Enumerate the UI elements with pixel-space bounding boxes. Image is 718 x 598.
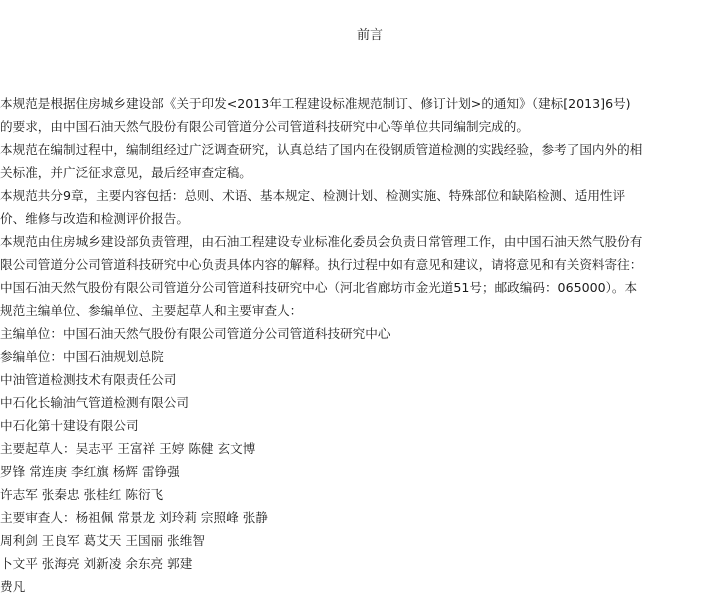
chief-editor-unit-line: 主编单位：中国石油天然气股份有限公司管道分公司管道科技研究中心 bbox=[0, 326, 391, 341]
body-line: 中国石油天然气股份有限公司管道分公司管道科技研究中心（河北省廊坊市金光道51号；邮政编码：065000）。本 bbox=[0, 280, 638, 295]
body-line: 规范主编单位、参编单位、主要起草人和主要审查人： bbox=[0, 303, 303, 318]
body-line: 限公司管道分公司管道科技研究中心负责具体内容的解释。执行过程中如有意见和建议，请将意见和有关资料寄往： bbox=[0, 257, 643, 272]
document-title: 前言 bbox=[356, 28, 383, 43]
body-line: 本规范是根据住房城乡建设部《关于印发<2013年工程建设标准规范制订、修订计划>的通知》（建标[2013]6号) bbox=[0, 96, 631, 111]
body-line: 本规范由住房城乡建设部负责管理，由石油工程建设专业标准化委员会负责日常管理工作，由中国石油天然气股份有 bbox=[0, 234, 643, 249]
reviewers-line: 费凡 bbox=[0, 579, 26, 594]
body-line: 关标准，并广泛征求意见，最后经审查定稿。 bbox=[0, 165, 252, 180]
body-line: 本规范共分9章，主要内容包括：总则、术语、基本规定、检测计划、检测实施、特殊部位和缺陷检测、适用性评 bbox=[0, 188, 626, 203]
reviewers-line: 主要审查人：杨祖佩 常景龙 刘玲莉 宗照峰 张静 bbox=[0, 510, 268, 525]
reviewers-line: 卜文平 张海亮 刘新凌 余东亮 郭建 bbox=[0, 556, 193, 571]
reviewers-line: 周利剑 王良军 葛艾天 王国丽 张维智 bbox=[0, 533, 205, 548]
body-line: 价、维修与改造和检测评价报告。 bbox=[0, 211, 189, 226]
body-line: 本规范在编制过程中，编制组经过广泛调查研究，认真总结了国内在役钢质管道检测的实践经验，参考了国内外的相 bbox=[0, 142, 643, 157]
document-body bbox=[0, 92, 718, 598]
drafters-line: 罗锋 常连庚 李红旗 杨辉 雷铮强 bbox=[0, 464, 180, 479]
participating-unit-line: 中石化长输油气管道检测有限公司 bbox=[0, 395, 189, 410]
participating-unit-line: 参编单位：中国石油规划总院 bbox=[0, 349, 164, 364]
drafters-line: 主要起草人：吴志平 王富祥 王婷 陈健 玄文博 bbox=[0, 441, 256, 456]
drafters-line: 许志军 张秦忠 张桂红 陈衍飞 bbox=[0, 487, 164, 502]
participating-unit-line: 中石化第十建设有限公司 bbox=[0, 418, 139, 433]
participating-unit-line: 中油管道检测技术有限责任公司 bbox=[0, 372, 177, 387]
body-line: 的要求，由中国石油天然气股份有限公司管道分公司管道科技研究中心等单位共同编制完成的。 bbox=[0, 119, 529, 134]
